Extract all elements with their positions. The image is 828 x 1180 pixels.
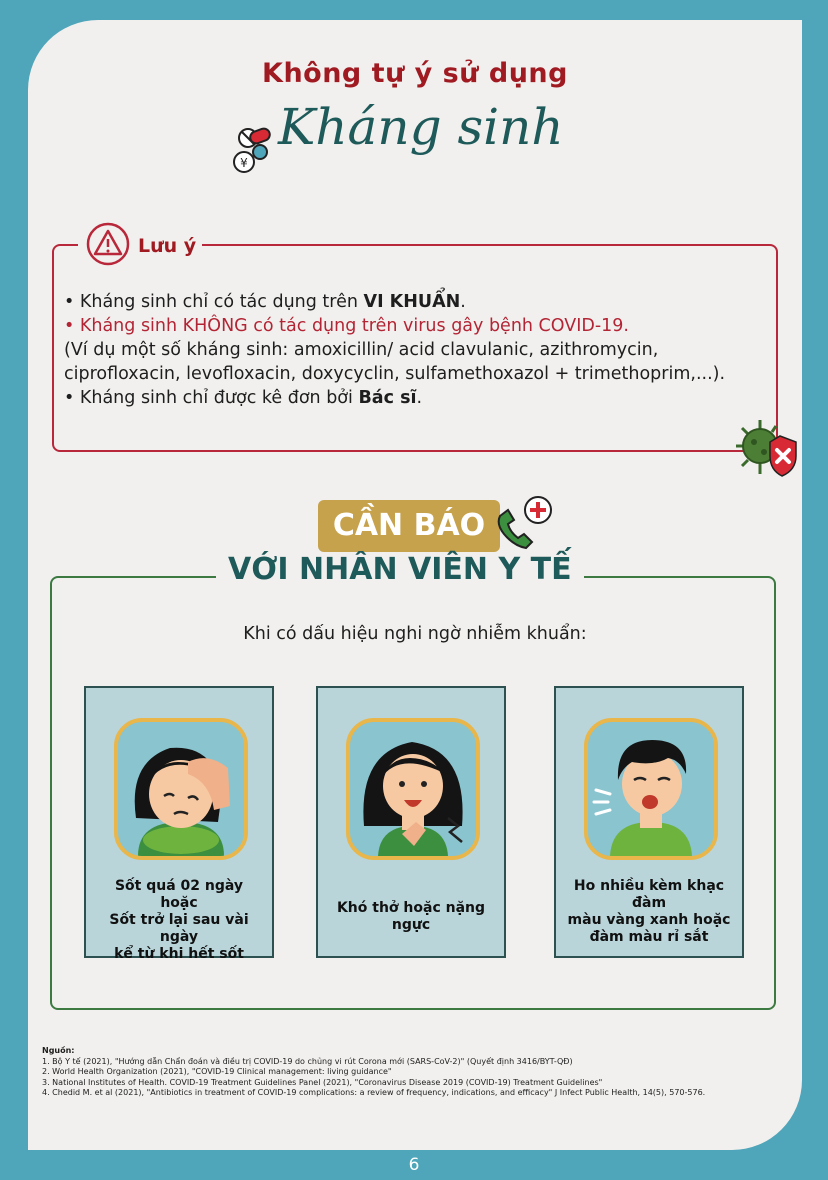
- sources: [42, 1046, 782, 1099]
- report-title: VỚI NHÂN VIÊN Y TẾ: [216, 552, 584, 587]
- header-line2: Kháng sinh: [278, 98, 564, 156]
- source-item: 2. World Health Organization (2021), "COVID-19 Clinical management: living guidance": [42, 1067, 392, 1076]
- breath-line-1: Khó thở hoặc nặng ngực: [336, 900, 486, 933]
- header-line1: Không tự ý sử dụng: [262, 58, 568, 89]
- warning-item-1: [64, 290, 774, 314]
- breath-illustration: [346, 718, 480, 860]
- cough-line-3: đàm màu rỉ sắt: [589, 929, 709, 945]
- source-item: 3. National Institutes of Health. COVID-19 Treatment Guidelines Panel (2021), "Coronavirus Disease 2019 (COVID-19) Treatment Guidelines": [42, 1077, 603, 1087]
- phone-medical-icon: [494, 494, 556, 556]
- symptom-caption-cough: [560, 878, 738, 946]
- warning-examples-1: (Ví dụ một số kháng sinh: amoxicillin/ acid clavulanic, azithromycin,: [64, 340, 659, 360]
- symptom-card-fever: [84, 686, 274, 962]
- warning-item-3: [64, 386, 774, 410]
- warning-examples-2: ciprofloxacin, levofloxacin, doxycyclin, sulfamethoxazol + trimethoprim,...).: [64, 364, 726, 384]
- page: [28, 20, 802, 1150]
- virus-shield-icon: [732, 416, 802, 486]
- fever-line-1: Sốt quá 02 ngày: [114, 878, 244, 894]
- warning-item-1-text: • Kháng sinh chỉ có tác dụng trên: [64, 292, 364, 312]
- symptom-caption-fever: [90, 878, 268, 963]
- sources-heading: Nguồn:: [42, 1046, 75, 1055]
- page-number: 6: [408, 1155, 420, 1175]
- warning-list: [64, 290, 774, 410]
- fever-line-2: hoặc: [160, 895, 198, 911]
- symptom-card-cough: [554, 686, 744, 958]
- source-item: 1. Bộ Y tế (2021), "Hướng dẫn Chẩn đoán và điều trị COVID-19 do chủng vi rút Corona mới (SARS-CoV-2)" (Quyết định 3416/BYT-QĐ): [42, 1056, 573, 1066]
- fever-line-4: kể từ khi hết sốt: [114, 946, 244, 962]
- symptom-card-breath: [316, 686, 506, 958]
- warning-item-2: • Kháng sinh KHÔNG có tác dụng trên virus gây bệnh COVID-19.: [64, 316, 629, 336]
- cough-line-2: màu vàng xanh hoặc: [567, 912, 731, 928]
- fever-line-3: Sốt trở lại sau vài ngày: [109, 912, 249, 945]
- warning-label: Lưu ý: [138, 235, 197, 257]
- warning-item-3-end: .: [416, 388, 423, 408]
- warning-item-3-text: • Kháng sinh chỉ được kê đơn bởi: [64, 388, 359, 408]
- cough-illustration: [584, 718, 718, 860]
- pills-icon: [230, 124, 278, 182]
- warning-header: [78, 222, 202, 270]
- cough-line-1: Ho nhiều kèm khạc đàm: [573, 878, 725, 911]
- report-subtitle: Khi có dấu hiệu nghi ngờ nhiễm khuẩn:: [243, 624, 587, 644]
- report-badge: CẦN BÁO: [318, 500, 500, 552]
- warning-item-3-bold: Bác sĩ: [358, 388, 417, 408]
- warning-item-1-bold: VI KHUẨN: [363, 292, 461, 312]
- warning-item-1-end: .: [460, 292, 466, 312]
- symptom-caption-breath: [322, 900, 500, 934]
- warning-icon: [84, 222, 132, 270]
- fever-illustration: [114, 718, 248, 860]
- svg-text:¥: ¥: [240, 156, 248, 170]
- source-item: 4. Chedid M. et al (2021), "Antibiotics in treatment of COVID-19 complications: a review of frequency, indications, and efficacy" J Infect Public Health, 14(5), 570-576.: [42, 1088, 706, 1097]
